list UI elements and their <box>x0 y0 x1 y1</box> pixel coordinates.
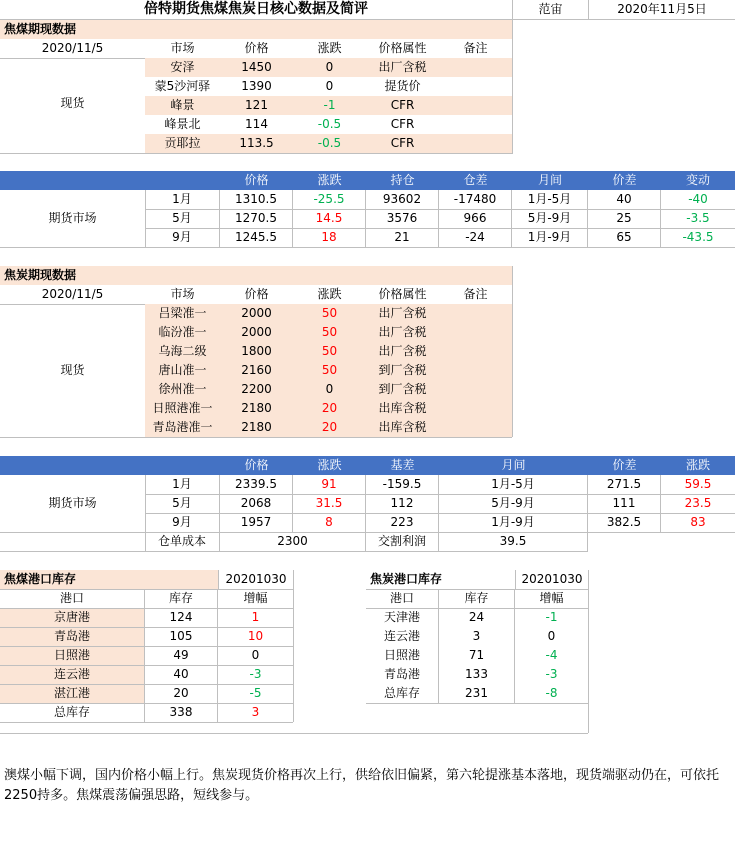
spread-delta: 59.5 <box>684 477 712 491</box>
col-spread: 价差 <box>612 458 637 472</box>
change: -25.5 <box>293 190 366 209</box>
col-price: 价格 <box>244 287 269 301</box>
change: 50 <box>321 344 338 358</box>
price: 2339.5 <box>220 475 293 494</box>
price-attr: CFR <box>366 96 439 115</box>
col-note: 备注 <box>463 41 488 55</box>
coal-spot-date: 2020/11/5 <box>41 41 104 55</box>
col-note: 备注 <box>463 287 488 301</box>
change: 50 <box>321 306 338 320</box>
table-row <box>145 418 512 437</box>
coke-port-header <box>366 589 588 608</box>
change: 50 <box>321 325 338 339</box>
col-spread-name: 月间 <box>537 173 562 187</box>
port-name: 总库存 <box>0 703 145 722</box>
spread: 382.5 <box>588 513 661 532</box>
cost-profit-row <box>0 532 735 551</box>
coal-futures-header <box>0 171 735 190</box>
stock-change: 0 <box>251 648 260 662</box>
col-attr: 价格属性 <box>378 287 427 301</box>
market-name: 安泽 <box>145 58 220 77</box>
col-change: 涨跌 <box>317 287 342 301</box>
table-row <box>0 77 735 96</box>
change: -0.5 <box>293 134 366 153</box>
title-row <box>0 0 735 19</box>
price-attr: 出厂含税 <box>378 325 427 339</box>
coal-futures-label: 期货市场 <box>48 211 97 225</box>
table-row <box>0 58 735 77</box>
oi-change: -17480 <box>439 190 512 209</box>
contract-month: 9月 <box>145 513 220 532</box>
port-name: 湛江港 <box>0 684 145 703</box>
col-market: 市场 <box>170 41 195 55</box>
price-attr: CFR <box>366 134 439 153</box>
stock: 49 <box>145 646 218 665</box>
price: 1270.5 <box>220 209 293 228</box>
stock: 71 <box>439 646 515 665</box>
table-row <box>366 608 588 627</box>
spread: 25 <box>588 209 661 228</box>
table-row <box>0 703 293 722</box>
price: 1310.5 <box>220 190 293 209</box>
price-attr: 到厂含税 <box>378 363 427 377</box>
note <box>439 58 512 77</box>
col-price: 价格 <box>244 458 269 472</box>
table-row <box>145 304 512 323</box>
warrant-cost-label: 仓单成本 <box>145 532 220 551</box>
port-name: 青岛港 <box>366 665 439 684</box>
change: -1 <box>293 96 366 115</box>
stock-change: -1 <box>545 610 558 624</box>
market-name: 日照港准一 <box>152 401 213 415</box>
market-name: 乌海二级 <box>158 344 207 358</box>
stock-change: -8 <box>545 686 558 700</box>
table-row <box>0 494 735 513</box>
price: 1390 <box>241 79 272 93</box>
commentary: 澳煤小幅下调，国内价格小幅上行。焦炭现货价格再次上行，供给依旧偏紧，第六轮提涨基本落地，现货端驱动仍在，可依托2250持多。焦煤震荡偏强思路，短线参与。 <box>4 768 720 803</box>
market-name: 青岛港准一 <box>152 420 213 434</box>
col-change: 涨跌 <box>317 458 342 472</box>
col-delta: 变动 <box>685 173 710 187</box>
price: 1450 <box>220 58 293 77</box>
price-attr: 出厂含税 <box>366 58 439 77</box>
stock: 3 <box>439 627 515 646</box>
col-spread-name: 月间 <box>501 458 526 472</box>
table-row <box>0 627 293 646</box>
table-row <box>0 665 293 684</box>
basis: -159.5 <box>366 475 439 494</box>
col-change: 涨跌 <box>317 173 342 187</box>
stock: 338 <box>145 703 218 722</box>
table-row <box>0 646 293 665</box>
stock-change: -3 <box>545 667 558 681</box>
table-row <box>0 96 735 115</box>
col-oi-change: 仓差 <box>463 173 488 187</box>
coke-spot-date: 2020/11/5 <box>41 287 104 301</box>
spread-name: 1月-5月 <box>512 190 588 209</box>
col-change: 涨跌 <box>317 41 342 55</box>
stock-change: -4 <box>545 648 558 662</box>
spread-name: 1月-9月 <box>512 228 588 247</box>
col-spread: 价差 <box>612 173 637 187</box>
contract-month: 9月 <box>145 228 220 247</box>
delivery-profit-value: 39.5 <box>439 532 588 551</box>
contract-month: 1月 <box>145 190 220 209</box>
stock: 20 <box>145 684 218 703</box>
market-name: 蒙5沙河驿 <box>154 79 211 93</box>
coke-section-title: 焦炭期现数据 <box>4 268 77 282</box>
col-port: 港口 <box>366 589 439 608</box>
spread-delta: 23.5 <box>684 496 712 510</box>
stock-change: 10 <box>247 629 264 643</box>
table-row <box>0 475 735 494</box>
spread-delta: -43.5 <box>682 230 714 244</box>
stock: 231 <box>439 684 515 703</box>
change: 18 <box>293 228 366 247</box>
price-attr: 出库含税 <box>378 401 427 415</box>
coal-port-date: 20201030 <box>218 570 293 589</box>
spread: 65 <box>588 228 661 247</box>
author: 范宙 <box>512 0 588 19</box>
coke-spot-header <box>0 285 735 304</box>
change: 20 <box>321 420 338 434</box>
stock: 133 <box>439 665 515 684</box>
market-name: 峰景 <box>145 96 220 115</box>
col-basis: 基差 <box>390 458 415 472</box>
coal-port-title: 焦煤港口库存 <box>0 570 218 589</box>
spread-name: 1月-9月 <box>439 513 588 532</box>
coke-spot-label: 现货 <box>60 363 85 377</box>
coke-port-title: 焦炭港口库存 <box>370 572 443 586</box>
price: 114 <box>245 117 268 131</box>
table-row <box>0 684 293 703</box>
change: 14.5 <box>293 209 366 228</box>
stock: 105 <box>145 627 218 646</box>
coke-port-title-row <box>366 570 588 589</box>
coke-futures-header <box>0 456 735 475</box>
coal-spot-label: 现货 <box>60 96 85 110</box>
port-name: 天津港 <box>366 608 439 627</box>
basis: 112 <box>366 494 439 513</box>
port-name: 京唐港 <box>0 608 145 627</box>
price: 1245.5 <box>220 228 293 247</box>
stock-change: 0 <box>547 629 556 643</box>
price: 2160 <box>241 363 272 377</box>
price: 121 <box>220 96 293 115</box>
report-date: 2020年11月5日 <box>588 0 735 19</box>
contract-month: 1月 <box>145 475 220 494</box>
price: 113.5 <box>220 134 293 153</box>
table-row <box>366 646 588 665</box>
change: 0 <box>325 79 334 93</box>
basis: 223 <box>366 513 439 532</box>
spread-name: 1月-5月 <box>439 475 588 494</box>
coke-section-header <box>0 266 512 285</box>
price-attr: 到厂含税 <box>378 382 427 396</box>
coal-section-title: 焦煤期现数据 <box>4 22 77 36</box>
table-row <box>145 361 512 380</box>
table-row <box>145 399 512 418</box>
spread-name: 5月-9月 <box>439 494 588 513</box>
spread-name: 5月-9月 <box>512 209 588 228</box>
col-delta: 涨跌 <box>685 458 710 472</box>
table-row <box>0 115 735 134</box>
col-market: 市场 <box>170 287 195 301</box>
spread-delta: 83 <box>690 515 706 529</box>
stock: 40 <box>145 665 218 684</box>
delivery-profit-label: 交割利润 <box>366 532 439 551</box>
change: 0 <box>293 58 366 77</box>
col-price: 价格 <box>244 173 269 187</box>
table-row <box>0 608 293 627</box>
report-title: 倍特期货焦煤焦炭日核心数据及简评 <box>144 1 368 17</box>
table-row <box>366 684 588 703</box>
oi-change: -24 <box>439 228 512 247</box>
spread: 111 <box>588 494 661 513</box>
price: 2180 <box>241 401 272 415</box>
spread: 271.5 <box>588 475 661 494</box>
warrant-cost-value: 2300 <box>220 532 366 551</box>
coal-port-header <box>0 589 293 608</box>
table-row <box>145 342 512 361</box>
oi-change: 966 <box>439 209 512 228</box>
price-attr: 出厂含税 <box>378 306 427 320</box>
port-name: 连云港 <box>0 665 145 684</box>
spread-delta: -3.5 <box>686 211 710 225</box>
price: 2000 <box>241 306 272 320</box>
open-interest: 93602 <box>366 190 439 209</box>
stock-change: -5 <box>249 686 262 700</box>
change: -0.5 <box>317 117 342 131</box>
port-name: 日照港 <box>366 646 439 665</box>
stock-change: -3 <box>249 667 262 681</box>
change: 20 <box>321 401 338 415</box>
market-name: 徐州准一 <box>158 382 207 396</box>
stock-change: 1 <box>251 610 260 624</box>
contract-month: 5月 <box>145 209 220 228</box>
coal-section-header <box>0 20 512 39</box>
table-row <box>0 513 735 532</box>
coal-port-title-row <box>0 570 293 589</box>
table-row <box>0 190 735 209</box>
open-interest: 21 <box>366 228 439 247</box>
market-name: 吕梁准一 <box>158 306 207 320</box>
col-change: 增幅 <box>243 591 268 605</box>
change: 50 <box>321 363 338 377</box>
table-row <box>145 380 512 399</box>
price: 2180 <box>241 420 272 434</box>
price: 2068 <box>220 494 293 513</box>
table-row <box>366 627 588 646</box>
stock: 124 <box>145 608 218 627</box>
table-row <box>0 134 735 153</box>
price: 1800 <box>241 344 272 358</box>
port-name: 日照港 <box>0 646 145 665</box>
change: 8 <box>293 513 366 532</box>
note <box>439 96 512 115</box>
price: 2000 <box>241 325 272 339</box>
table-row <box>366 665 588 684</box>
col-oi: 持仓 <box>390 173 415 187</box>
change: 0 <box>325 382 334 396</box>
col-port: 港口 <box>0 589 145 608</box>
coke-futures-label: 期货市场 <box>48 496 97 510</box>
market-name: 贡耶拉 <box>145 134 220 153</box>
price-attr: CFR <box>390 117 415 131</box>
table-row <box>0 228 735 247</box>
open-interest: 3576 <box>366 209 439 228</box>
port-name: 连云港 <box>366 627 439 646</box>
market-name: 唐山准一 <box>158 363 207 377</box>
price-attr: 出库含税 <box>378 420 427 434</box>
col-stock: 库存 <box>439 589 515 608</box>
spread-delta: -40 <box>688 192 708 206</box>
market-name: 临汾准一 <box>158 325 207 339</box>
change: 31.5 <box>293 494 366 513</box>
note <box>439 134 512 153</box>
change: 91 <box>293 475 366 494</box>
col-attr: 价格属性 <box>378 41 427 55</box>
table-row <box>145 323 512 342</box>
col-change: 增幅 <box>539 591 564 605</box>
market-name: 峰景北 <box>164 117 201 131</box>
port-name: 青岛港 <box>0 627 145 646</box>
contract-month: 5月 <box>145 494 220 513</box>
col-price: 价格 <box>244 41 269 55</box>
table-row <box>0 209 735 228</box>
price-attr: 提货价 <box>384 79 421 93</box>
price: 1957 <box>220 513 293 532</box>
price-attr: 出厂含税 <box>378 344 427 358</box>
col-stock: 库存 <box>145 589 218 608</box>
port-name: 总库存 <box>366 684 439 703</box>
stock-change: 3 <box>251 705 260 719</box>
stock: 24 <box>439 608 515 627</box>
price: 2200 <box>241 382 272 396</box>
coal-spot-header <box>0 39 735 58</box>
spread: 40 <box>588 190 661 209</box>
coke-port-date: 20201030 <box>515 570 588 589</box>
